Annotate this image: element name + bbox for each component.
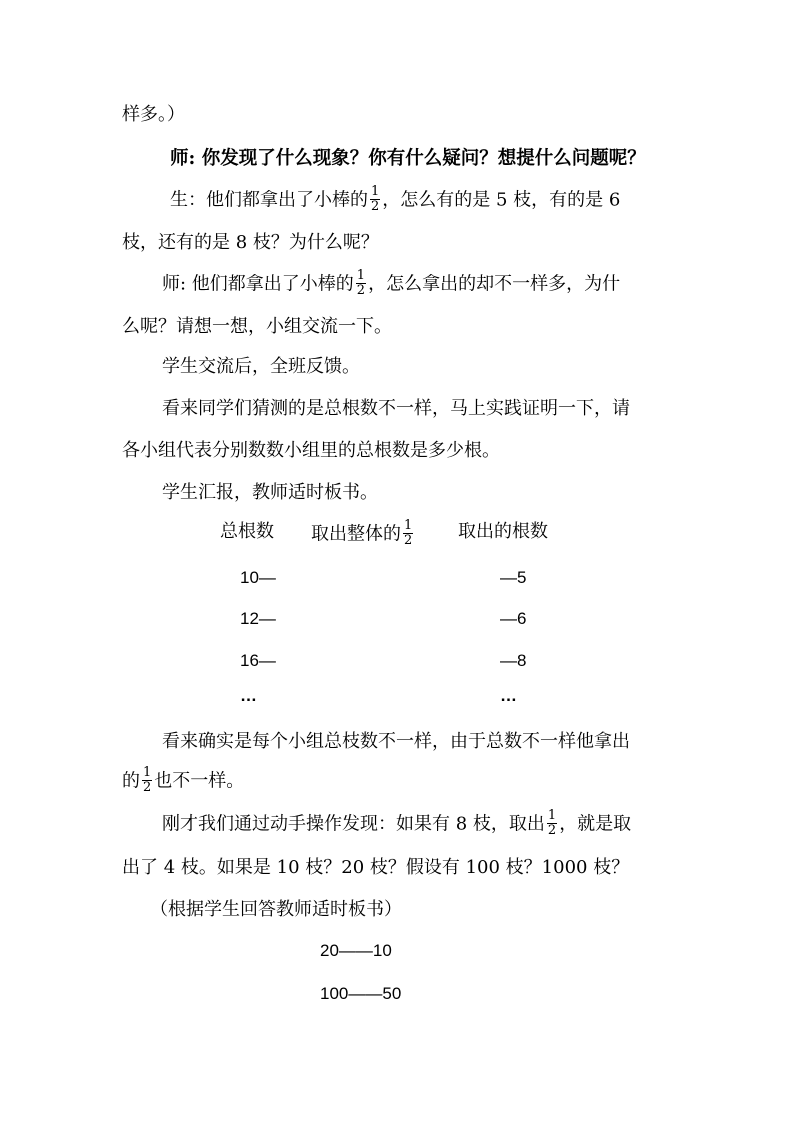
table-row-2-right: —6: [500, 609, 527, 628]
text-line-1: 样多。）: [122, 104, 185, 125]
table-header-taken: 取出的根数: [458, 521, 548, 542]
fraction-denominator: 2: [547, 823, 557, 838]
text-line-17: 看来确实是每个小组总枝数不一样，由于总数不一样他拿出: [162, 731, 630, 752]
text-line-8: 看来同学们猜测的是总根数不一样，马上实践证明一下，请: [162, 398, 630, 419]
table-row-4-right: …: [500, 686, 517, 705]
teacher-question: 师: 你发现了什么现象？你有什么疑问？想提什么问题呢？: [170, 148, 646, 169]
text-line-21: （根据学生回答教师适时板书）: [150, 899, 402, 920]
fraction-denominator: 2: [371, 199, 380, 214]
text-line-20: 出了 4 枝。如果是 10 枝？20 枝？假设有 100 枝？1000 枝？: [122, 857, 630, 878]
fraction-denominator: 2: [356, 283, 366, 298]
text-line-10: 学生汇报，教师适时板书。: [162, 482, 378, 503]
table-row-1-left: 10—: [240, 568, 276, 587]
table-row-3-left: 16—: [240, 651, 276, 670]
table-header-total: 总根数: [220, 521, 274, 542]
fraction-numerator: 1: [356, 268, 366, 283]
text-line-19-a: 刚才我们通过动手操作发现：如果有 8 枝，取出: [162, 813, 545, 835]
text-line-18-a: 的: [122, 770, 140, 792]
table-row-1-right: —5: [500, 568, 527, 587]
text-line-18-b: 也不一样。: [154, 770, 245, 792]
student-answer-text-b: ，怎么有的是 5 枝，有的是 6: [382, 189, 621, 211]
text-line-19-b: ，就是取: [559, 813, 632, 835]
teacher-line-2: 么呢？请想一想，小组交流一下。: [122, 316, 392, 337]
student-answer-text-a: 生：他们都拿出了小棒的: [170, 189, 368, 211]
fraction-one-half: [370, 185, 380, 214]
fraction-one-half: [142, 766, 152, 795]
fraction-one-half: [356, 269, 366, 298]
table-row-3-right: —8: [500, 651, 527, 670]
fraction-denominator: 2: [404, 533, 413, 548]
board-line-1: 20——10: [320, 941, 392, 960]
board-line-2: 100——50: [320, 984, 402, 1003]
table-row-4-left: …: [240, 686, 257, 705]
fraction-numerator: 1: [371, 184, 380, 199]
teacher-text-b: ，怎么拿出的却不一样多，为什: [368, 273, 621, 295]
text-line-9: 各小组代表分别数数小组里的总根数是多少根。: [122, 440, 500, 461]
table-header-middle-text: 取出整体的: [311, 523, 401, 545]
student-answer-line-2: 枝，还有的是 8 枝？为什么呢？: [122, 232, 379, 253]
fraction-one-half: [403, 519, 413, 548]
table-header-middle: [311, 520, 415, 549]
teacher-text-a: 师: 他们都拿出了小棒的: [162, 273, 354, 295]
fraction-one-half: [547, 809, 557, 838]
fraction-denominator: 2: [143, 780, 152, 795]
fraction-numerator: 1: [143, 765, 152, 780]
table-row-2-left: 12—: [240, 609, 276, 628]
student-answer-line-1: [170, 186, 620, 215]
text-line-18: [122, 767, 244, 796]
fraction-numerator: 1: [547, 808, 557, 823]
fraction-numerator: 1: [404, 518, 413, 533]
text-line-7: 学生交流后，全班反馈。: [162, 356, 360, 377]
text-line-19: [162, 810, 631, 839]
teacher-line-1: [162, 270, 620, 299]
